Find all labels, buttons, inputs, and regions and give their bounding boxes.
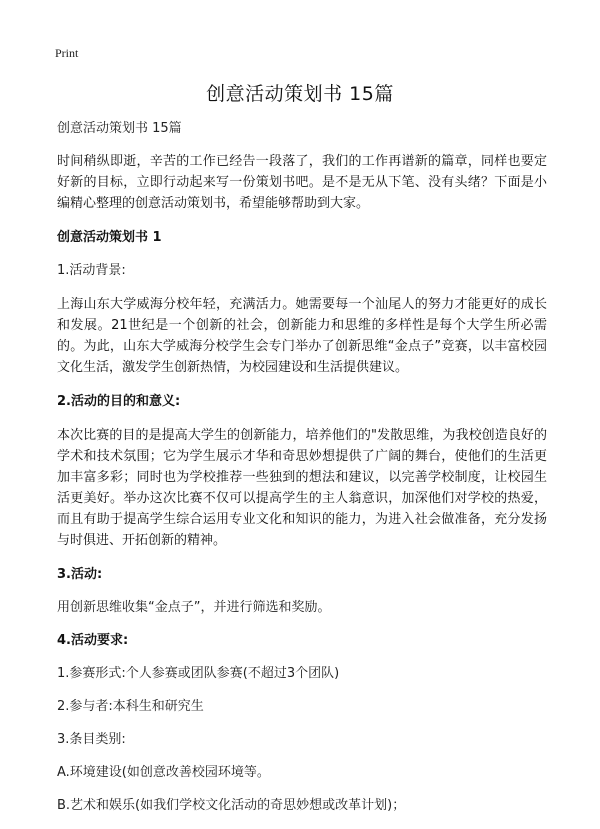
activity-paragraph: 用创新思维收集“金点子”，并进行筛选和奖励。 [57,600,331,615]
requirement-item-1: 1.参赛形式:个人参赛或团队参赛(不超过3个团队) [57,666,340,681]
purpose-paragraph: 本次比赛的目的是提高大学生的创新能力，培养他们的"发散思维，为我校创造良好的学术和技术氛围；它为学生展示才华和奇思妙想提供了广阔的舞台，使他们的生活更加丰富多彩；同时也为学校推荐一些独到的想法和建议，以完善学校制度，让校园生活更美好。举办这次比赛不仅可以提高学生的主人翁意识，加深他们对学校的热爱，而且有助于提高学生综合运用专业文化和知识的能力，为进入社会做准备，充分发扬与时俱进、开拓创新的精神。 [57,428,547,548]
intro-paragraph: 时间稍纵即逝，辛苦的工作已经告一段落了，我们的工作再谱新的篇章，同样也要定好新的目标，立即行动起来写一份策划书吧。是不是无从下笔、没有头绪？下面是小编精心整理的创意活动策划书，希望能够帮助到大家。 [57,154,547,211]
page-title: 创意活动策划书 15篇 [206,83,394,105]
activity-heading: 3.活动: [57,567,103,582]
item-background-label: 1.活动背景: [57,263,126,278]
background-paragraph: 上海山东大学威海分校年轻，充满活力。她需要每一个汕尾人的努力才能更好的成长和发展。21世纪是一个创新的社会，创新能力和思维的多样性是每个大学生所必需的。为此，山东大学威海分校学生会专门举办了创新思维“金点子”竞赛，以丰富校园文化生活，激发学生创新热情，为校园建设和生活提供建议。 [57,297,547,375]
requirement-item-3: 3.条目类别: [57,732,126,747]
requirement-item-2: 2.参与者:本科生和研究生 [57,699,204,714]
category-item-a: A.环境建设(如创意改善校园环境等。 [57,765,270,780]
category-item-b: B.艺术和娱乐(如我们学校文化活动的奇思妙想或改革计划)； [57,798,406,813]
requirements-heading: 4.活动要求: [57,633,129,648]
print-link[interactable]: Print [55,46,79,60]
purpose-heading: 2.活动的目的和意义: [57,394,181,409]
document-subtitle: 创意活动策划书 15篇 [57,121,182,136]
section-heading-1: 创意活动策划书 1 [57,230,162,245]
document-body [57,119,547,829]
